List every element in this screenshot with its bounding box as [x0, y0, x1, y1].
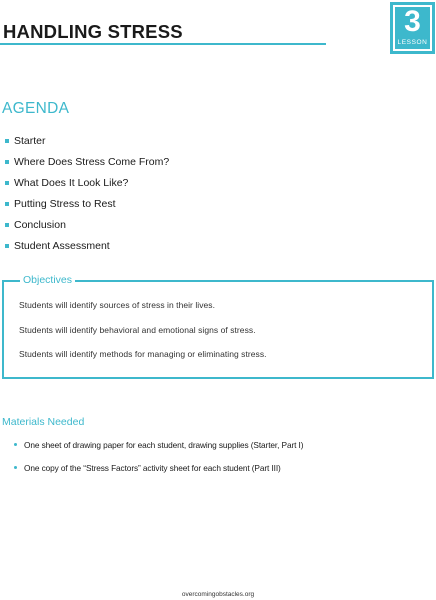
- square-bullet-icon: [5, 160, 9, 164]
- square-bullet-icon: [5, 244, 9, 248]
- agenda-heading: AGENDA: [2, 100, 70, 117]
- objective-item: Students will identify methods for managing or eliminating stress.: [19, 349, 267, 359]
- agenda-item-label: What Does It Look Like?: [14, 176, 129, 189]
- square-bullet-icon: [5, 202, 9, 206]
- materials-item: [14, 463, 303, 486]
- lesson-label: LESSON: [397, 39, 428, 46]
- agenda-item-label: Student Assessment: [14, 239, 110, 252]
- round-bullet-icon: [14, 466, 17, 469]
- square-bullet-icon: [5, 223, 9, 227]
- objectives-box: [2, 274, 434, 379]
- agenda-item-label: Putting Stress to Rest: [14, 197, 116, 210]
- materials-item-label: One sheet of drawing paper for each student, drawing supplies (Starter, Part I): [24, 440, 304, 450]
- objective-item: Students will identify behavioral and emotional signs of stress.: [19, 324, 256, 335]
- agenda-item: [5, 130, 169, 151]
- agenda-item: [5, 172, 169, 193]
- materials-heading: Materials Needed: [2, 416, 85, 428]
- lesson-number: 3: [404, 5, 421, 38]
- page-title: HANDLING STRESS: [3, 21, 183, 42]
- round-bullet-icon: [14, 443, 17, 446]
- title-underline: [0, 43, 326, 45]
- objectives-list: [19, 300, 267, 374]
- agenda-item-label: Conclusion: [14, 218, 66, 231]
- agenda-item: [5, 193, 169, 214]
- materials-list: [14, 440, 303, 486]
- agenda-list: [5, 130, 169, 256]
- square-bullet-icon: [5, 181, 9, 185]
- materials-item: [14, 440, 303, 463]
- agenda-item: [5, 235, 169, 256]
- agenda-item: [5, 151, 169, 172]
- materials-item-label: One copy of the “Stress Factors” activity sheet for each student (Part III): [24, 463, 281, 473]
- square-bullet-icon: [5, 139, 9, 143]
- objective-item: Students will identify sources of stress in their lives.: [19, 300, 216, 310]
- agenda-item: [5, 214, 169, 235]
- agenda-item-label: Starter: [14, 134, 46, 147]
- agenda-item-label: Where Does Stress Come From?: [14, 155, 170, 168]
- lesson-badge: [390, 2, 435, 54]
- footer-url: overcomingobstacles.org: [181, 591, 255, 598]
- objectives-label: Objectives: [20, 273, 75, 287]
- lesson-badge-frame: [393, 5, 432, 51]
